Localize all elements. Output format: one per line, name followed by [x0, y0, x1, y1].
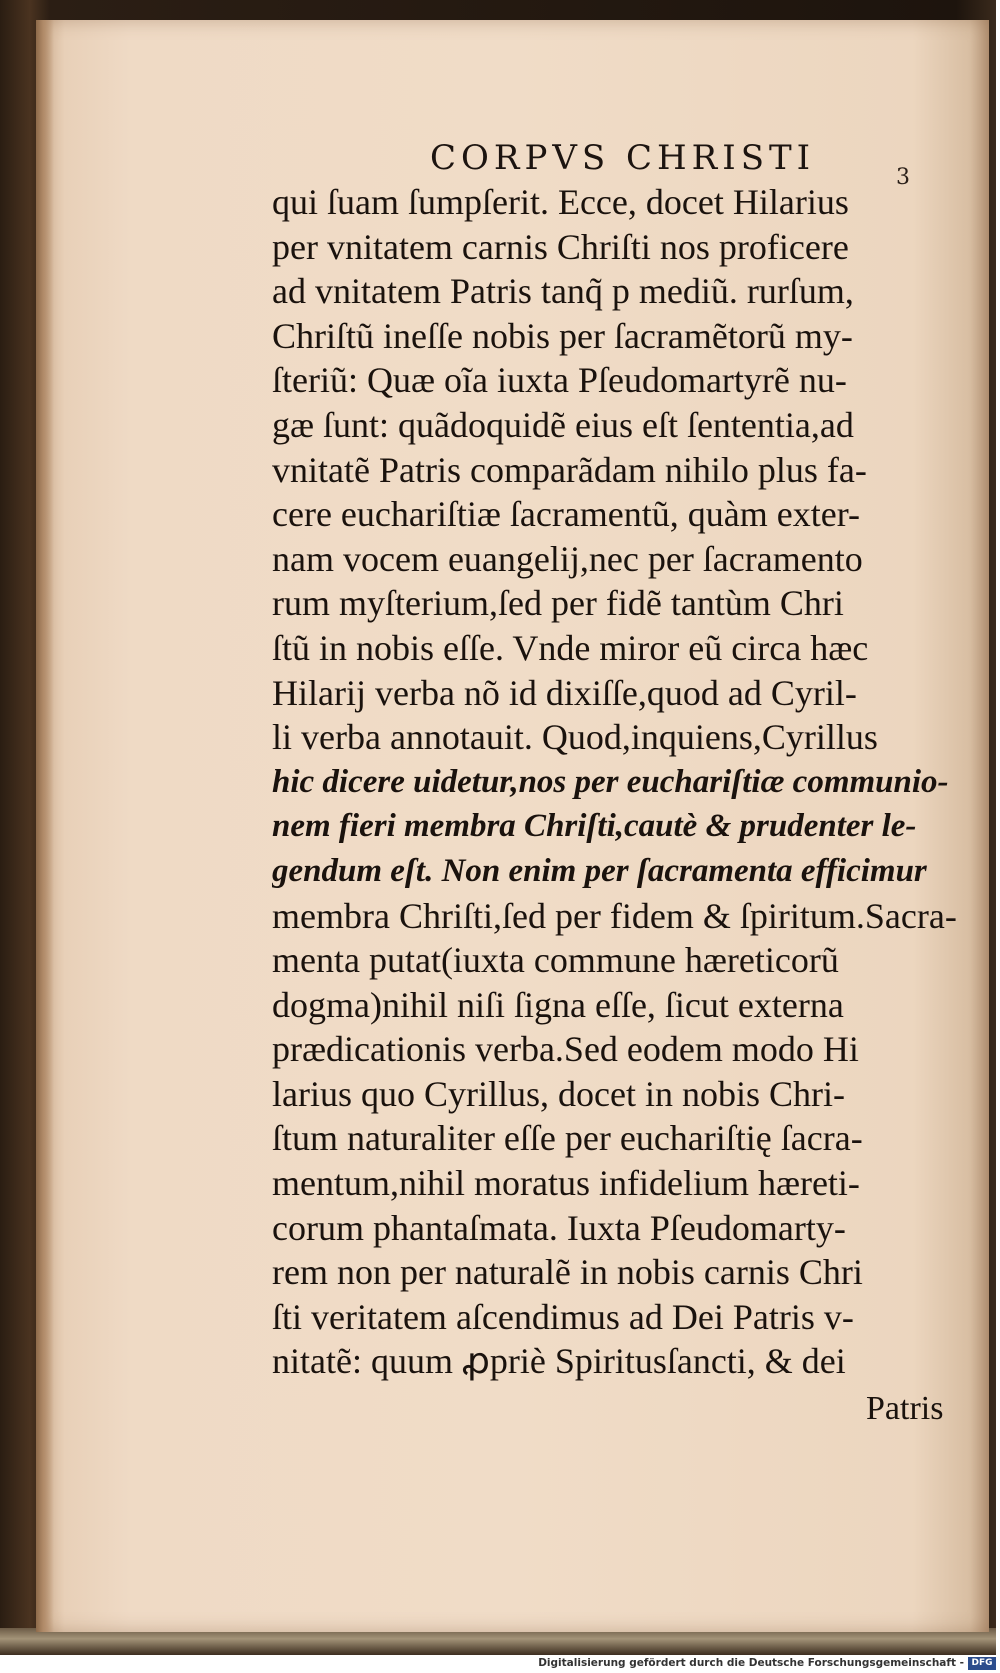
text-line: nam vocem euangelij,nec per ſacramento	[272, 538, 863, 579]
text-line: nitatẽ: quum ꝓpriè Spiritusſancti, & dei	[272, 1341, 846, 1382]
text-line: cere euchariſtiæ ſacramentũ, quàm exter-	[272, 494, 860, 535]
text-line: Hilarij verba nõ id dixiſſe,quod ad Cyril-	[272, 672, 857, 713]
text-line: nem fieri membra Chriſti,cautè & prudenter le-	[272, 808, 917, 845]
text-line: ſteriũ: Quæ oĩa iuxta Pſeudomartyrẽ nu-	[272, 360, 847, 401]
text-line: rem non per naturalẽ in nobis carnis Chri	[272, 1252, 863, 1293]
text-line: hic dicere uidetur,nos per euchariſtiæ communio-	[272, 763, 949, 800]
text-line: prædicationis verba.Sed eodem modo Hi	[272, 1029, 859, 1070]
text-line: gæ ſunt: quãdoquidẽ eius eſt ſententia,ad	[272, 404, 854, 445]
running-head: CORPVS CHRISTI	[430, 138, 816, 178]
dfg-logo: DFG	[968, 1657, 996, 1670]
text-line: membra Chriſti,ſed per fidem & ſpiritum.Sacra-	[272, 895, 957, 936]
text-line: qui ſuam ſumpſerit. Ecce, docet Hilarius	[272, 182, 849, 222]
text-line: li verba annotauit. Quod,inquiens,Cyrillus	[272, 717, 878, 758]
text-line: ad vnitatem Patris tanq̃ p mediũ. rurſum,	[272, 271, 854, 312]
book-bottom-edge	[0, 1628, 996, 1655]
text-line: gendum eſt. Non enim per ſacramenta efficimur	[272, 852, 927, 889]
text-line: ſtum naturaliter eſſe per euchariſtię ſacra-	[272, 1118, 863, 1159]
text-line: dogma)nihil niſi ſigna eſſe, ſicut externa	[272, 984, 844, 1025]
text-line: larius quo Cyrillus, docet in nobis Chri-	[272, 1073, 845, 1114]
text-line: ſti veritatem aſcendimus ad Dei Patris v-	[272, 1296, 854, 1337]
text-line: Chriſtũ ineſſe nobis per ſacramẽtorũ my-	[272, 315, 853, 356]
catchword: Patris	[866, 1390, 944, 1427]
text-line: menta putat(iuxta commune hæreticorũ	[272, 940, 839, 981]
body-text	[272, 180, 972, 1384]
text-line: vnitatẽ Patris comparãdam nihilo plus fa-	[272, 449, 867, 490]
text-line: mentum,nihil moratus infidelium hæreti-	[272, 1163, 860, 1204]
text-line: ſtũ in nobis eſſe. Vnde miror eũ circa hæc	[272, 627, 869, 668]
text-line: corum phantaſmata. Iuxta Pſeudomarty-	[272, 1207, 846, 1248]
text-line: rum myſterium,ſed per fidẽ tantùm Chri	[272, 583, 844, 624]
footer-credit: Digitalisierung gefördert durch die Deutsche Forschungsgemeinschaft -	[538, 1657, 964, 1669]
text-line: per vnitatem carnis Chriſti nos proficere	[272, 226, 849, 267]
signature-mark: 3	[896, 165, 910, 190]
